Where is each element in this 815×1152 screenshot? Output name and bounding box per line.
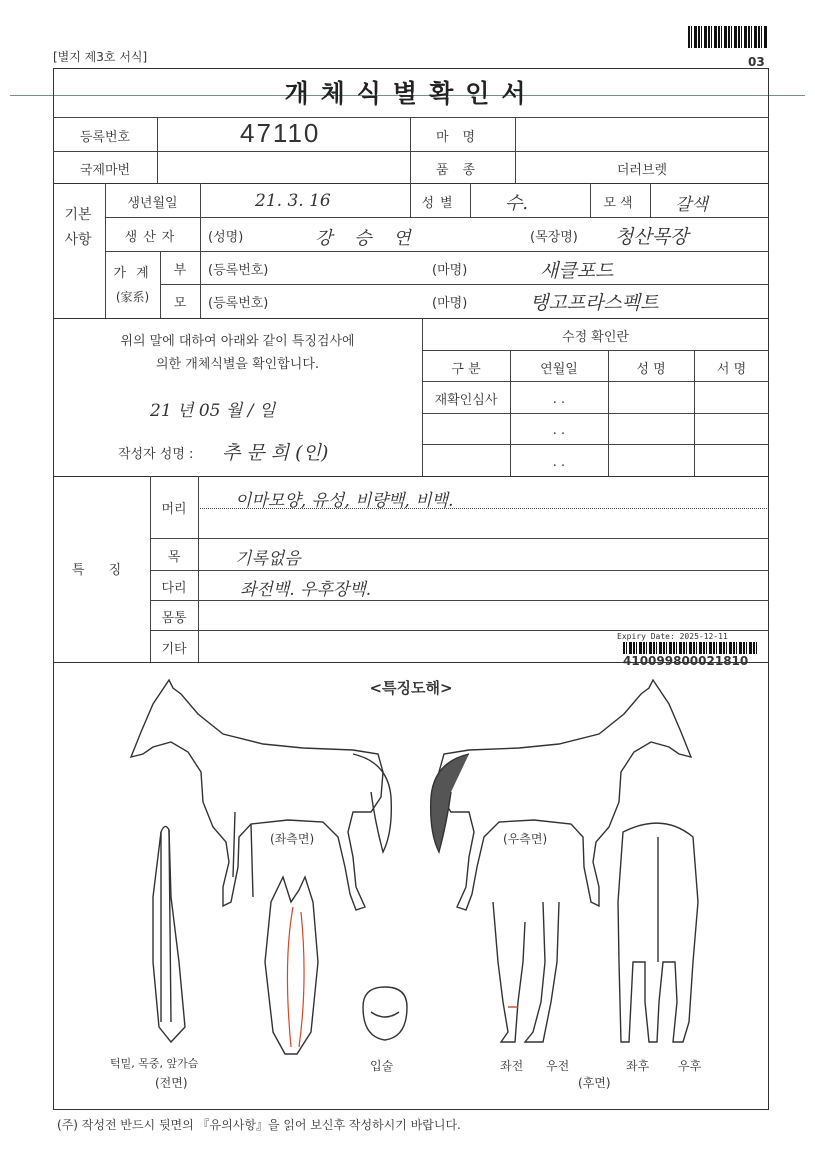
rev-date-dots-2: . . [552,423,566,438]
producer-name: 강 승 연 [315,228,419,249]
rev-col-name: 성 명 [636,362,666,377]
statement-line1: 위의 말에 대하여 아래와 같이 특징검사에 [120,334,355,349]
birth-label: 생년월일 [127,196,178,211]
form-number: [별지 제3호 서식] [53,50,148,64]
dam-name: 탱고프라스펙트 [530,292,659,314]
confirm-date: 21 년 05 월 / 일 [150,401,276,421]
author-value: 추 문 희 (인) [222,442,329,464]
farm-value: 청산목장 [615,226,689,248]
diagram-title: <특징도해> [369,679,453,697]
sire-name: 새클포드 [540,260,614,282]
front-label: (전면) [155,1076,188,1090]
reg-no-value: 47110 [240,118,321,148]
intl-no-label: 국제마번 [79,163,131,178]
sire-horse-hint: (마명) [432,263,468,278]
basic-section-label: 기본사항 [64,207,92,248]
rear-label: (후면) [578,1076,611,1090]
sire-regno-hint: (등록번호) [208,263,269,278]
reg-no-label: 등록번호 [79,130,131,145]
breed-value: 더러브렛 [616,163,668,178]
pedigree-hanja: (家系) [115,290,150,304]
statement-line2: 의한 개체식별을 확인합니다. [155,357,320,372]
pedigree-label: 가 계 [113,266,152,281]
neck-label: 목 [167,550,181,565]
sticker-code: 410099800021810 [623,654,749,668]
producer-label: 생산자 [124,230,181,245]
dam-regno-hint: (등록번호) [208,296,269,311]
page-title: 개체식별확인서 [284,79,538,108]
rev-col-date: 연월일 [540,362,578,377]
legs-value: 좌전백. 우후장백. [240,580,372,600]
header-barcode [688,26,768,48]
sex-value: 수. [505,193,529,214]
horse-name-label: 마명 [435,130,490,145]
legs-label: 다리 [161,581,187,596]
right-front-label: 우전 [546,1059,570,1073]
neck-front-view [153,826,185,1042]
rev-date-dots-1: . . [552,392,566,407]
color-label: 모색 [603,196,637,211]
revision-title: 수정 확인란 [562,330,629,345]
breed-label: 품종 [435,163,490,178]
rev-col-sign: 서 명 [716,362,747,377]
farm-hint: (목장명) [530,230,578,245]
left-side-label: (좌측면) [270,832,315,846]
dam-label: 모 [173,296,187,311]
sticker-barcode [623,642,757,654]
page-number: 03 [748,55,765,69]
rev-date-dots-3: . . [552,455,566,470]
footer-note: (주) 작성전 반드시 뒷면의 『유의사항』을 읽어 보신후 작성하시기 바랍니다. [57,1118,461,1132]
producer-name-hint: (성명) [208,230,244,245]
dam-horse-hint: (마명) [432,296,468,311]
head-value: 이마모양, 유성, 비량백, 비백. [235,491,454,511]
lip-label: 입술 [370,1059,394,1073]
right-side-horse [431,680,691,910]
neck-value: 기록없음 [235,549,301,569]
rev-row1-type: 재확인심사 [434,393,498,408]
left-front-label: 좌전 [500,1059,524,1073]
features-section-label: 특 징 [71,563,132,578]
left-hind-label: 좌후 [626,1059,650,1073]
lip-view [363,987,407,1040]
rear-legs-view [493,902,559,1042]
birth-value: 21. 3. 16 [255,191,331,211]
right-side-label: (우측면) [503,832,548,846]
front-caption: 턱밑, 목중, 앞가슴 [110,1057,199,1070]
head-front-view [265,877,318,1054]
color-value: 갈색 [675,195,708,215]
right-hind-label: 우후 [678,1059,702,1073]
author-label: 작성자 성명 : [118,447,194,462]
other-label: 기타 [161,642,187,657]
rear-body-view [618,823,698,1042]
expiry-date: Expiry Date: 2025-12-11 [617,632,728,641]
rev-col-type: 구 분 [451,362,481,377]
sex-label: 성별 [421,196,459,211]
horse-diagram [53,662,769,1110]
body-label: 몸통 [161,611,187,626]
sire-label: 부 [173,263,187,278]
head-label: 머리 [161,502,187,517]
